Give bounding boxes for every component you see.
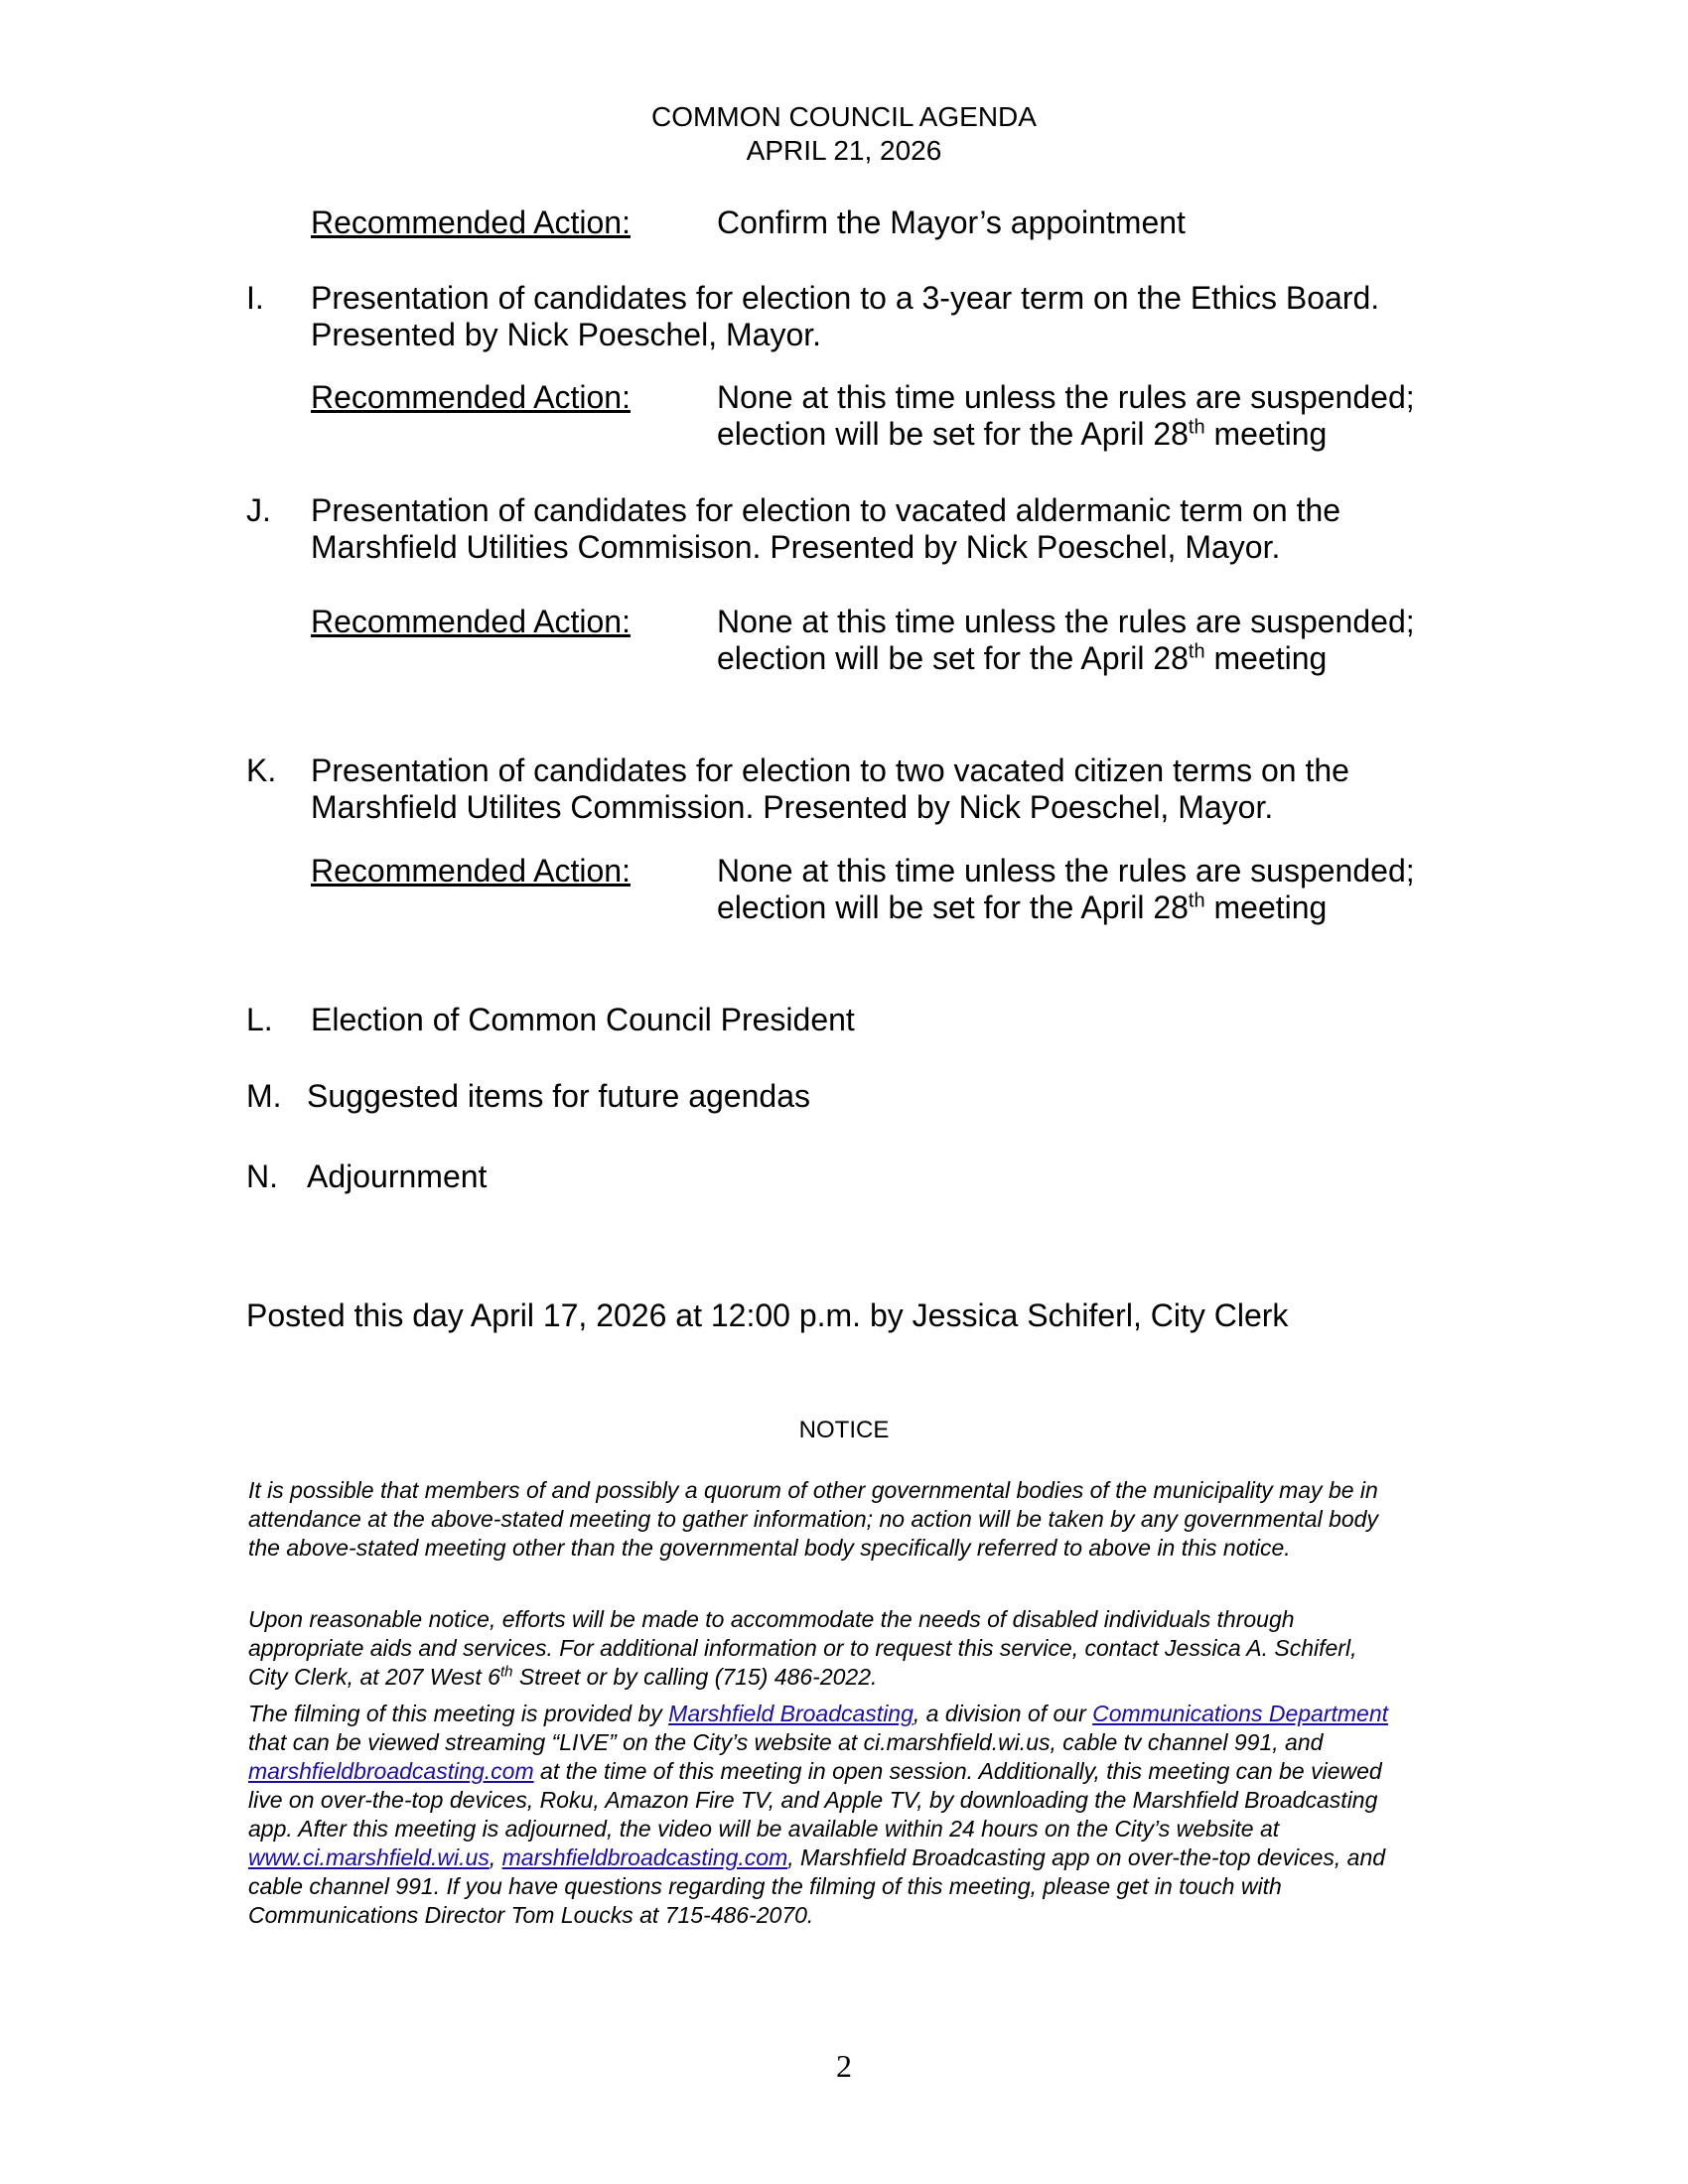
item-letter: J. [246,492,271,528]
notice-paragraph-accessibility [248,1605,1489,1692]
item-text: Marshfield Utilities Commisison. Presented by Nick Poeschel, Mayor. [311,529,1281,565]
notice-line: Upon reasonable notice, efforts will be made to accommodate the needs of disabled individuals through [248,1606,1295,1632]
page-number: 2 [836,2048,852,2084]
notice-text-part: The filming of this meeting is provided by [248,1701,669,1726]
recommended-action-text: None at this time unless the rules are suspended; [717,604,1415,639]
notice-text-part: Street or by calling (715) 486-2022. [512,1664,878,1690]
notice-text-part: , Marshfield Broadcasting app on over-the-top devices, and [787,1844,1386,1870]
notice-line: that can be viewed streaming “LIVE” on the City’s website at ci.marshfield.wi.us, cable tv channel 991, and [248,1729,1324,1755]
item-letter: L. [246,1002,273,1037]
notice-text-part: , a division of our [913,1701,1093,1726]
action-text-part: election will be set for the April 28 [717,640,1189,676]
recommended-action-text: None at this time unless the rules are suspended; [717,853,1415,888]
notice-line: attendance at the above-stated meeting to gather information; no action will be taken by any governmental body [248,1506,1378,1532]
action-text-part: election will be set for the April 28 [717,889,1189,925]
action-text-part: election will be set for the April 28 [717,416,1189,452]
item-text: Adjournment [307,1159,488,1194]
notice-line: Communications Director Tom Loucks at 715-486-2070. [248,1902,814,1928]
item-text: Presentation of candidates for election to vacated aldermanic term on the [311,492,1341,528]
ordinal-suffix: th [1188,416,1205,439]
item-text: Presentation of candidates for election to two vacated citizen terms on the [311,752,1349,788]
recommended-action-text [717,888,1327,926]
recommended-action-label: Recommended Action: [311,604,631,639]
agenda-date: APRIL 21, 2026 [746,135,942,166]
notice-paragraph-quorum [248,1476,1489,1563]
item-letter: N. [246,1159,278,1194]
item-letter: I. [246,280,264,316]
notice-line [248,1700,1489,1728]
notice-line [248,1663,1489,1692]
notice-text-part: at the time of this meeting in open session. Additionally, this meeting can be viewed [533,1758,1382,1784]
notice-text-part: City Clerk, at 207 West 6 [248,1664,500,1690]
agenda-title: COMMON COUNCIL AGENDA [651,101,1037,132]
notice-line: It is possible that members of and possibly a quorum of other governmental bodies of the municipality may be in [248,1477,1378,1503]
item-text: Suggested items for future agendas [307,1078,810,1114]
ordinal-suffix: th [499,1663,513,1681]
recommended-action-label: Recommended Action: [311,205,631,240]
recommended-action-text [717,639,1327,677]
notice-line: app. After this meeting is adjourned, the video will be available within 24 hours on the City’s website at [248,1816,1280,1842]
city-website-link[interactable]: www.ci.marshfield.wi.us [248,1844,490,1870]
communications-department-link[interactable]: Communications Department [1092,1701,1388,1726]
item-letter: K. [246,752,277,788]
item-text: Presentation of candidates for election to a 3-year term on the Ethics Board. [311,280,1380,316]
marshfield-broadcasting-link[interactable]: Marshfield Broadcasting [668,1701,914,1726]
action-text-part: meeting [1204,640,1328,676]
notice-title: NOTICE [798,1417,890,1443]
notice-paragraph-filming [248,1700,1489,1930]
notice-line: live on over-the-top devices, Roku, Amazon Fire TV, and Apple TV, by downloading the Marshfield Broadcasting [248,1787,1378,1813]
item-text: Election of Common Council President [311,1002,855,1037]
recommended-action-text: Confirm the Mayor’s appointment [717,205,1186,240]
item-letter: M. [246,1078,282,1114]
notice-line: cable channel 991. If you have questions regarding the filming of this meeting, please get in touch with [248,1873,1282,1899]
item-text: Presented by Nick Poeschel, Mayor. [311,317,822,352]
recommended-action-label: Recommended Action: [311,853,631,888]
recommended-action-text: None at this time unless the rules are suspended; [717,379,1415,415]
notice-line [248,1757,1489,1786]
action-text-part: meeting [1204,416,1328,452]
recommended-action-text [717,415,1327,453]
action-text-part: meeting [1204,889,1328,925]
posted-statement: Posted this day April 17, 2026 at 12:00 p.m. by Jessica Schiferl, City Clerk [246,1297,1289,1333]
ordinal-suffix: th [1188,640,1205,663]
marshfieldbroadcasting-link[interactable]: marshfieldbroadcasting.com [501,1844,788,1870]
item-text: Marshfield Utilites Commission. Presented by Nick Poeschel, Mayor. [311,789,1274,825]
notice-text-part: , [489,1844,502,1870]
recommended-action-label: Recommended Action: [311,379,631,415]
notice-line [248,1843,1489,1872]
notice-line: appropriate aids and services. For additional information or to request this service, contact Jessica A. Schiferl, [248,1635,1357,1661]
notice-line: the above-stated meeting other than the governmental body specifically referred to above in this notice. [248,1535,1291,1561]
marshfieldbroadcasting-link[interactable]: marshfieldbroadcasting.com [248,1758,534,1784]
ordinal-suffix: th [1188,889,1205,912]
